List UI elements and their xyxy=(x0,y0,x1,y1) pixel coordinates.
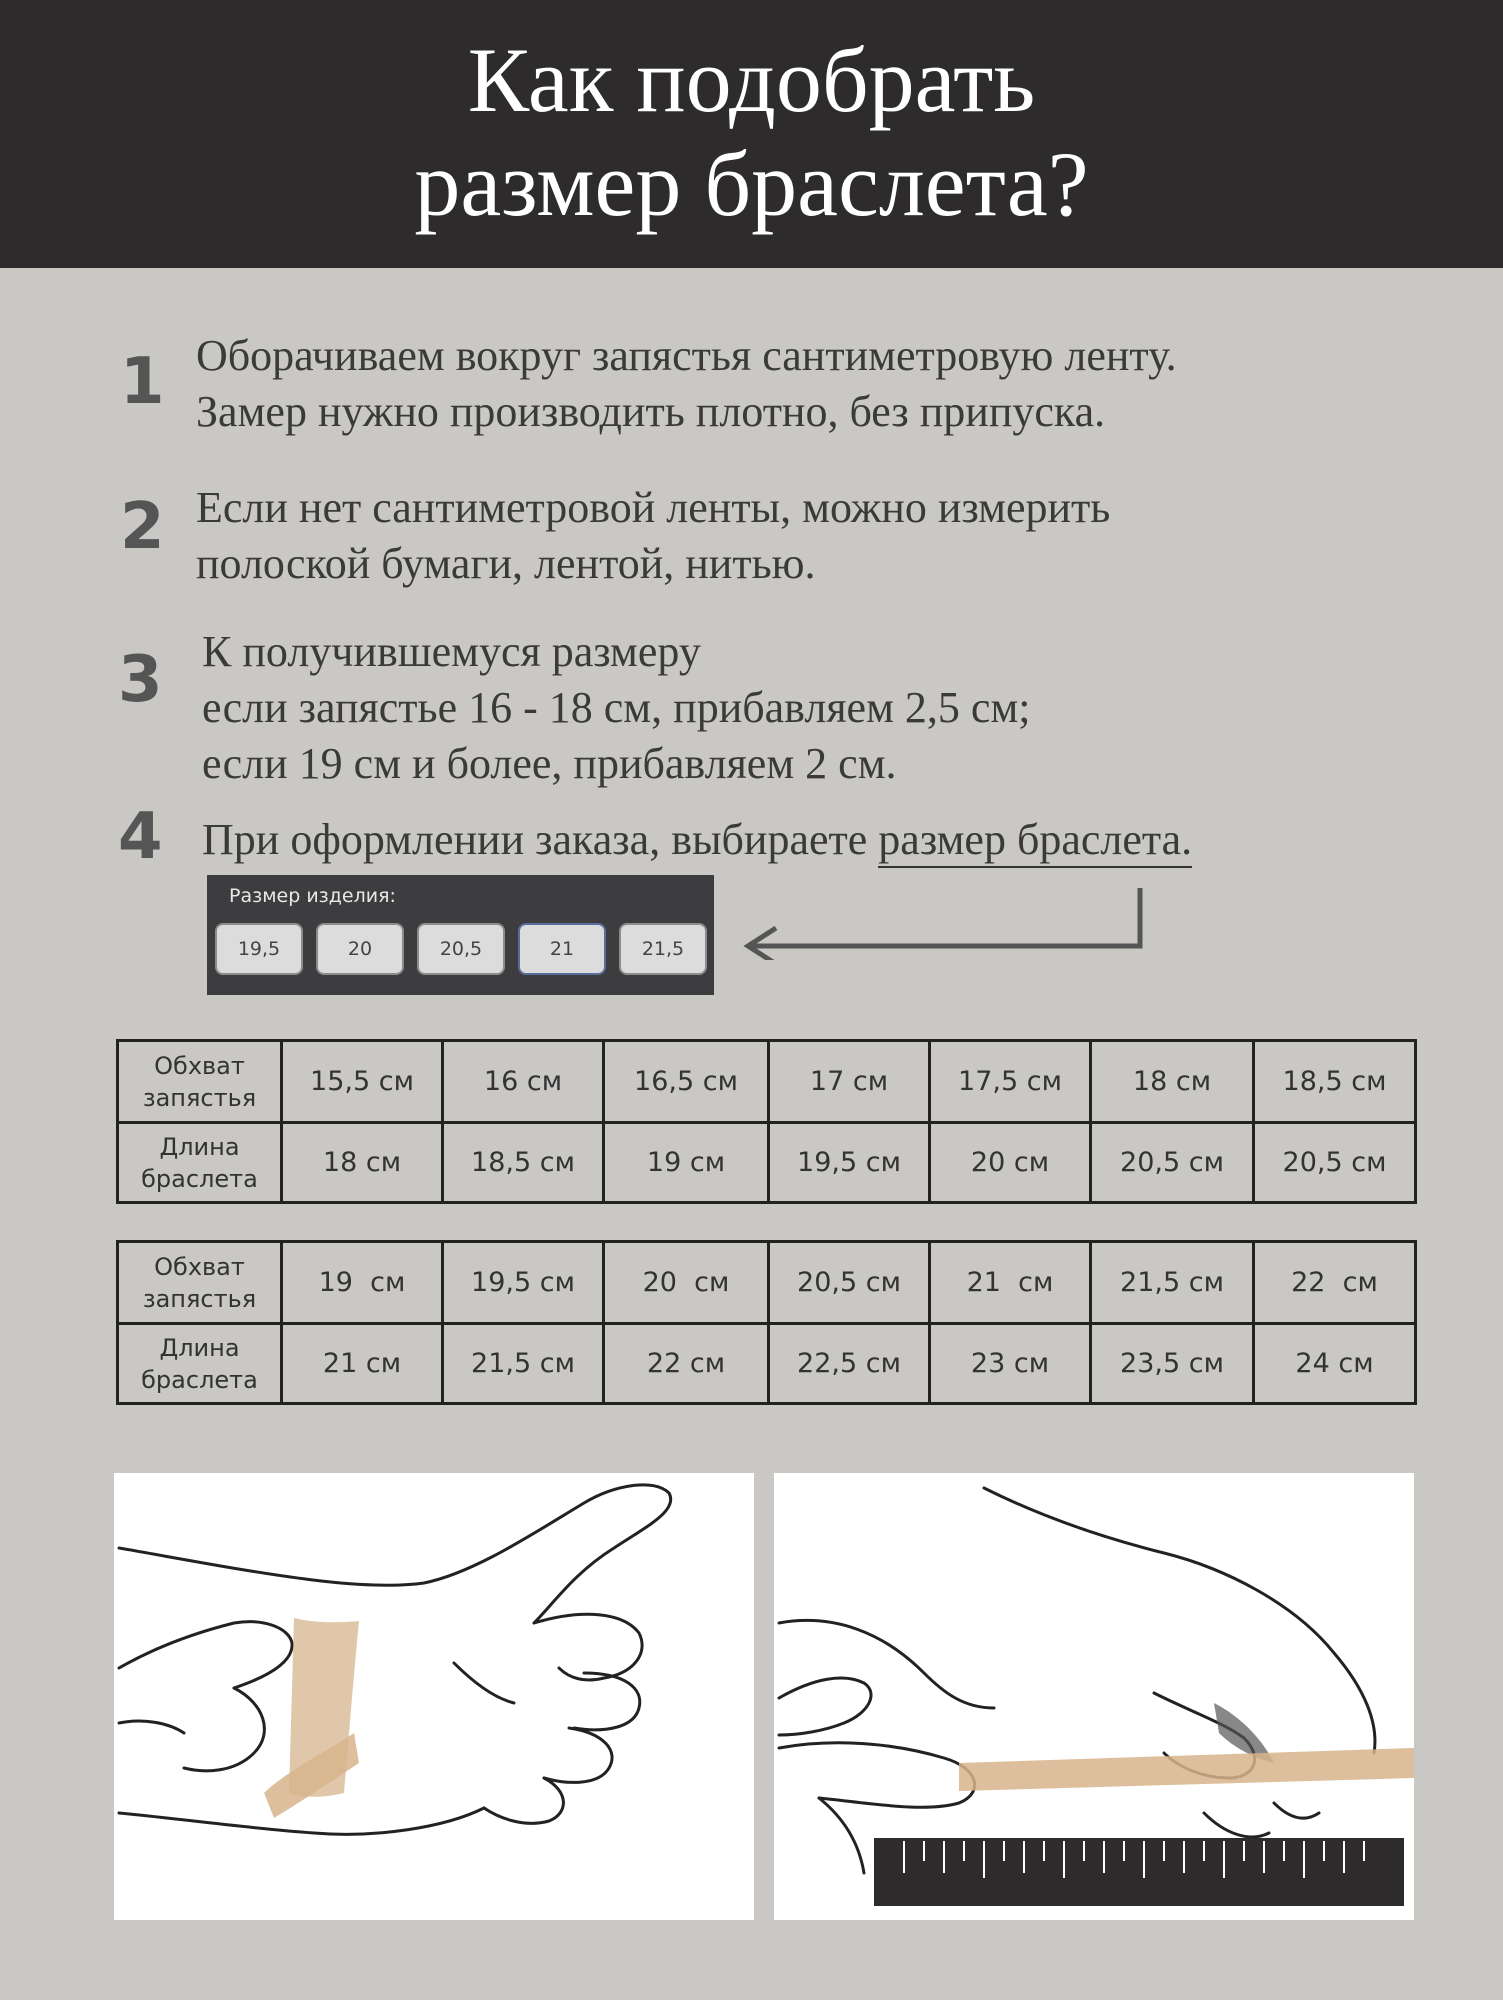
table-cell: 19 см xyxy=(604,1123,769,1203)
table-cell: 16,5 см xyxy=(604,1041,769,1123)
size-option-20[interactable]: 20 xyxy=(316,923,404,975)
page-title xyxy=(0,28,1503,236)
table-cell: 20,5 см xyxy=(1254,1123,1416,1203)
row-header-length: Длина браслета xyxy=(118,1324,282,1404)
size-table-2 xyxy=(116,1240,1417,1405)
step-2-text: Если нет сантиметровой ленты, можно измерить полоской бумаги, лентой, нитью. xyxy=(196,483,1111,588)
table-cell: 18 см xyxy=(282,1123,443,1203)
row-header-length: Длина браслета xyxy=(118,1123,282,1203)
table-cell: 19,5 см xyxy=(443,1242,604,1324)
table-cell: 19 см xyxy=(282,1242,443,1324)
size-option-20-5[interactable]: 20,5 xyxy=(417,923,505,975)
table-cell: 21 см xyxy=(930,1242,1091,1324)
row-header-wrist: Обхват запястья xyxy=(118,1041,282,1123)
table-cell: 23,5 см xyxy=(1091,1324,1254,1404)
table-cell: 21,5 см xyxy=(1091,1242,1254,1324)
table-row xyxy=(118,1242,1416,1324)
step-3-text: К получившемуся размеру если запястье 16 - 18 см, прибавляем 2,5 см; если 19 см и более, прибавляем 2 см. xyxy=(202,627,1031,788)
size-option-21-5[interactable]: 21,5 xyxy=(619,923,707,975)
row-header-wrist: Обхват запястья xyxy=(118,1242,282,1324)
size-selector-panel xyxy=(207,875,714,995)
title-line-2: размер браслета? xyxy=(414,133,1089,235)
table-cell: 24 см xyxy=(1254,1324,1416,1404)
table-cell: 20,5 см xyxy=(769,1242,930,1324)
table-cell: 17,5 см xyxy=(930,1041,1091,1123)
table-cell: 18,5 см xyxy=(443,1123,604,1203)
table-cell: 22,5 см xyxy=(769,1324,930,1404)
step-3-number: 3 xyxy=(118,643,163,717)
table-cell: 20 см xyxy=(930,1123,1091,1203)
table-row xyxy=(118,1123,1416,1203)
wrist-wrap-illustration xyxy=(114,1473,754,1920)
size-selector-label: Размер изделия: xyxy=(229,885,396,907)
table-cell: 23 см xyxy=(930,1324,1091,1404)
table-cell: 17 см xyxy=(769,1041,930,1123)
table-cell: 18,5 см xyxy=(1254,1041,1416,1123)
table-cell: 20 см xyxy=(604,1242,769,1324)
table-row xyxy=(118,1041,1416,1123)
table-cell: 18 см xyxy=(1091,1041,1254,1123)
table-cell: 20,5 см xyxy=(1091,1123,1254,1203)
step-4-underlined: размер браслета. xyxy=(878,815,1192,868)
size-option-19-5[interactable]: 19,5 xyxy=(215,923,303,975)
table-row xyxy=(118,1324,1416,1404)
step-4-text: При оформлении заказа, выбираете размер браслета. xyxy=(202,812,1192,868)
table-cell: 21,5 см xyxy=(443,1324,604,1404)
step-2-number: 2 xyxy=(120,490,165,564)
step-4-number: 4 xyxy=(118,800,163,874)
table-cell: 22 см xyxy=(1254,1242,1416,1324)
size-table-1 xyxy=(116,1039,1417,1204)
title-line-1: Как подобрать xyxy=(467,29,1036,131)
table-cell: 16 см xyxy=(443,1041,604,1123)
table-cell: 21 см xyxy=(282,1324,443,1404)
step-1-number: 1 xyxy=(120,345,165,419)
table-cell: 15,5 см xyxy=(282,1041,443,1123)
table-cell: 19,5 см xyxy=(769,1123,930,1203)
table-cell: 22 см xyxy=(604,1324,769,1404)
step-1-text: Оборачиваем вокруг запястья сантиметровую ленту. Замер нужно производить плотно, без припуска. xyxy=(196,331,1177,436)
arrow-left-icon xyxy=(740,880,1150,960)
size-option-21[interactable]: 21 xyxy=(518,923,606,975)
tape-ruler-illustration xyxy=(774,1473,1414,1920)
